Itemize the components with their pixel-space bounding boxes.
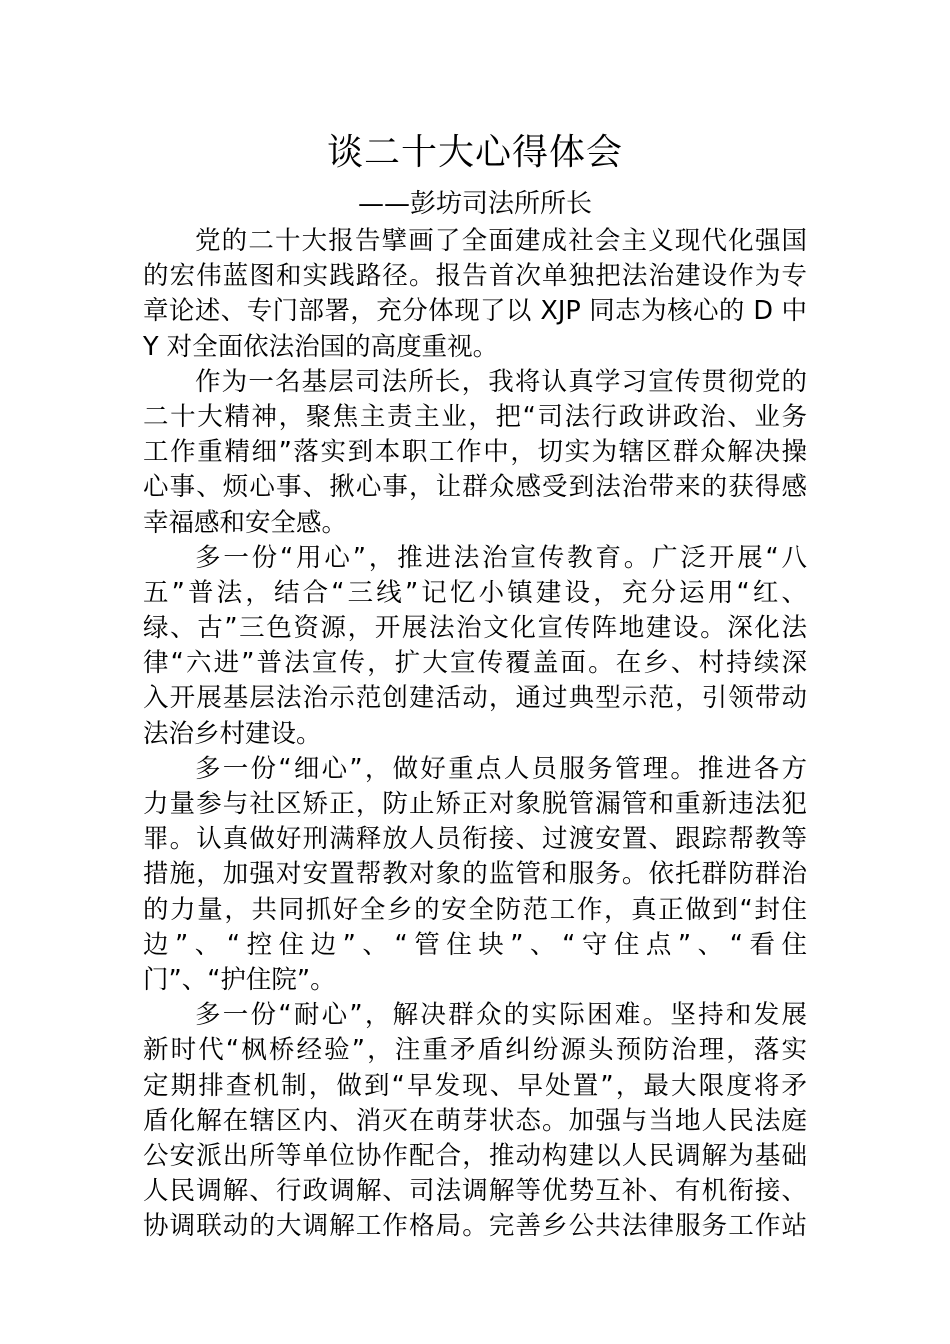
- paragraph-line: 公安派出所等单位协作配合，推动构建以人民调解为基础: [143, 1140, 807, 1171]
- paragraph-line: 新时代“枫桥经验”，注重矛盾纠纷源头预防治理，落实: [143, 1035, 807, 1066]
- document-title: 谈二十大心得体会: [326, 132, 623, 173]
- paragraph-line: 工作重精细”落实到本职工作中，切实为辖区群众解决操: [143, 437, 807, 468]
- paragraph-line: Y 对全面依法治国的高度重视。: [143, 331, 499, 362]
- paragraph: [143, 365, 807, 541]
- paragraph-line: 心事、烦心事、揪心事，让群众感受到法治带来的获得感: [143, 472, 807, 503]
- paragraph: [143, 541, 807, 752]
- paragraph-line: 力量参与社区矫正，防止矫正对象脱管漏管和重新违法犯: [143, 789, 807, 819]
- paragraph-line: 法治乡村建设。: [143, 718, 322, 749]
- paragraph-line: 定期排查机制，做到“早发现、早处置”，最大限度将矛: [143, 1070, 807, 1101]
- paragraph: [143, 998, 807, 1244]
- paragraph: [143, 752, 807, 998]
- paragraph-line: 二十大精神，聚焦主责主业，把“司法行政讲政治、业务: [143, 401, 807, 432]
- paragraph-line: 措施，加强对安置帮教对象的监管和服务。依托群防群治: [143, 859, 807, 890]
- paragraph-line: 门”、“护住院”。: [143, 964, 336, 995]
- paragraph-line: 的力量，共同抓好全乡的安全防范工作，真正做到“封住: [143, 894, 807, 925]
- document-body: [143, 224, 807, 1244]
- paragraph-line: 多一份“细心”，做好重点人员服务管理。推进各方: [195, 753, 807, 784]
- paragraph-line: 章论述、专门部署，充分体现了以 XJP 同志为核心的 D 中: [143, 296, 807, 327]
- paragraph-line: 多一份“用心”，推进法治宣传教育。广泛开展“八: [195, 542, 807, 573]
- paragraph-line: 人民调解、行政调解、司法调解等优势互补、有机衔接、: [143, 1176, 807, 1207]
- paragraph-line: 绿、古”三色资源，开展法治文化宣传阵地建设。深化法: [143, 613, 807, 644]
- paragraph-line: 党的二十大报告擘画了全面建成社会主义现代化强国: [195, 226, 807, 256]
- paragraph: [143, 224, 807, 365]
- document-subtitle: ——彭坊司法所所长: [357, 189, 592, 219]
- paragraph-line: 入开展基层法治示范创建活动，通过典型示范，引领带动: [143, 683, 807, 714]
- paragraph-line: 边”、“控住边”、“管住块”、“守住点”、“看住: [143, 929, 807, 960]
- paragraph-line: 幸福感和安全感。: [143, 507, 348, 538]
- paragraph-line: 协调联动的大调解工作格局。完善乡公共法律服务工作站: [143, 1211, 807, 1242]
- paragraph-line: 多一份“耐心”，解决群众的实际困难。坚持和发展: [195, 1000, 807, 1031]
- paragraph-line: 盾化解在辖区内、消灭在萌芽状态。加强与当地人民法庭: [143, 1105, 807, 1136]
- paragraph-line: 作为一名基层司法所长，我将认真学习宣传贯彻党的: [195, 366, 807, 397]
- paragraph-line: 五”普法，结合“三线”记忆小镇建设，充分运用“红、: [143, 577, 807, 608]
- paragraph-line: 的宏伟蓝图和实践路径。报告首次单独把法治建设作为专: [143, 261, 807, 292]
- paragraph-line: 罪。认真做好刑满释放人员衔接、过渡安置、跟踪帮教等: [143, 824, 807, 855]
- paragraph-line: 律“六进”普法宣传，扩大宣传覆盖面。在乡、村持续深: [143, 648, 807, 679]
